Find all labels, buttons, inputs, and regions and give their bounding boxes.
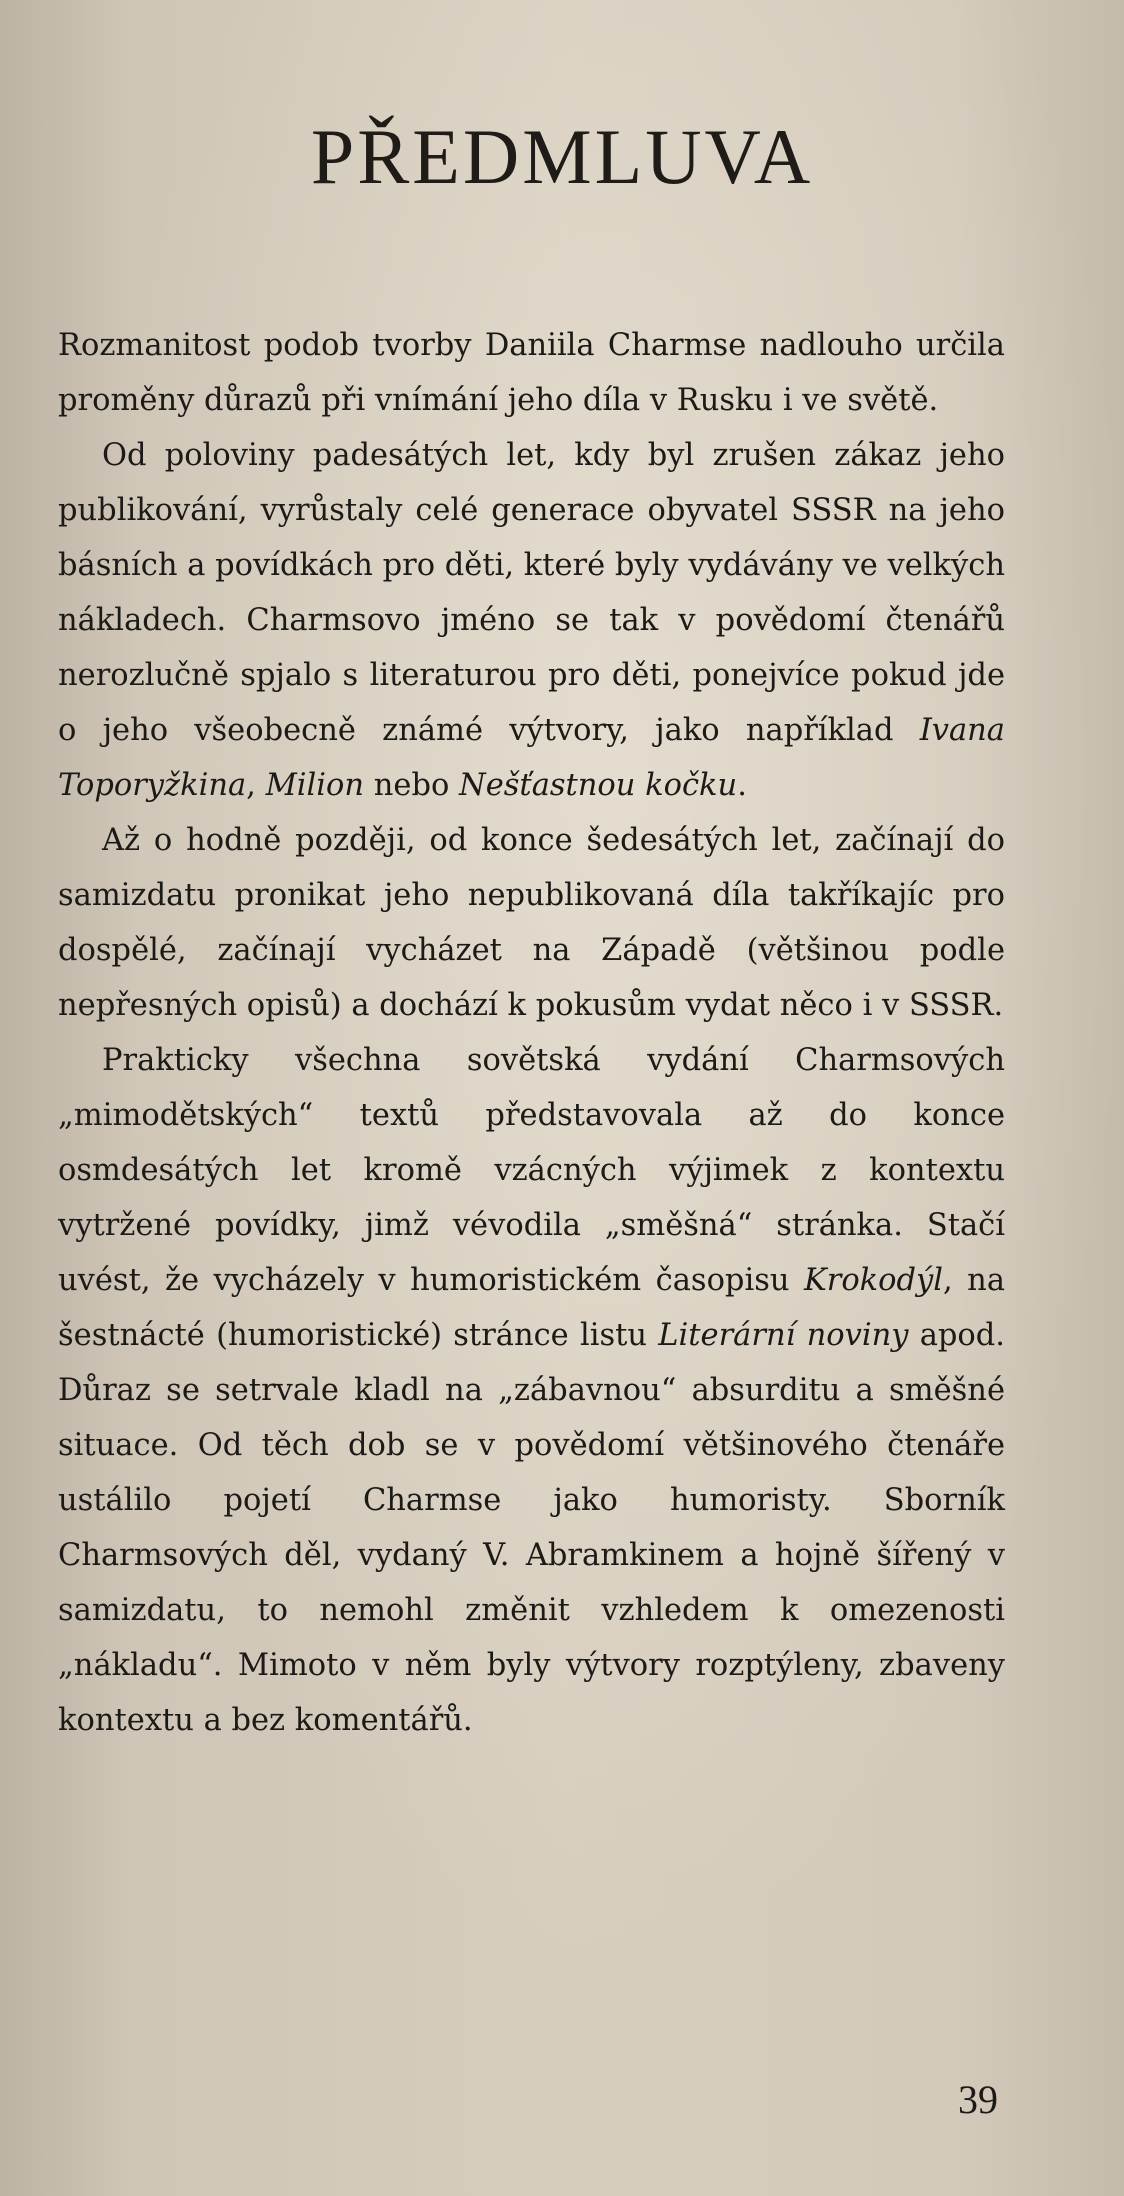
text-segment: , na šestnácté (humoristické) stránce listu	[58, 1263, 1006, 1353]
paragraph-4	[58, 1033, 1005, 1748]
italic-title-literarni-noviny: Literární noviny	[658, 1318, 909, 1353]
chapter-title: PŘEDMLUVA	[310, 113, 814, 200]
paragraph-2	[58, 428, 1005, 813]
paragraph-1	[58, 318, 1005, 428]
paragraph-3	[58, 813, 1005, 1033]
text-segment: .	[737, 768, 747, 803]
page-number: 39	[958, 2077, 998, 2122]
text-segment: apod. Důraz se setrvale kladl na „zábavnou“ absurditu a směšné situace. Od těch dob se v povědomí většinového čtenáře ustálilo pojetí Charmse jako humoristy. Sborník Charmsových děl, vydaný V. Abramkinem a hojně šířený v samizdatu, to nemohl změnit vzhledem k omezenosti „nákladu“. Mimoto v něm byly výtvory rozptýleny, zbaveny kontextu a bez komentářů.	[58, 1318, 1005, 1738]
text-segment: Až o hodně později, od konce šedesátých let, začínají do samizdatu pronikat jeho nepublikovaná díla takříkajíc pro dospělé, začínají vycházet na Západě (většinou podle nepřesných opisů) a dochází k pokusům vydat něco i v SSSR.	[58, 823, 1005, 1023]
body-text	[58, 318, 1005, 1748]
text-segment: Od poloviny padesátých let, kdy byl zrušen zákaz jeho publikování, vyrůstaly celé generace obyvatel SSSR na jeho básních a povídkách pro děti, které byly vydávány ve velkých nákladech. Charmsovo jméno se tak v povědomí čtenářů nerozlučně spjalo s literaturou pro děti, ponejvíce pokud jde o jeho všeobecně známé výtvory, jako například	[58, 438, 1005, 748]
text-segment: nebo	[364, 768, 460, 803]
italic-title-kocka: Nešťastnou kočku	[459, 768, 738, 803]
text-segment: Prakticky všechna sovětská vydání Charmsových „mimodětských“ textů představovala až do konce osmdesátých let kromě vzácných výjimek z kontextu vytržené povídky, jimž vévodila „směšná“ stránka. Stačí uvést, že vycházely v humoristickém časopisu	[58, 1043, 1005, 1298]
italic-title-krokodyl: Krokodýl	[803, 1263, 944, 1298]
text-segment: ,	[246, 768, 266, 803]
text-segment: Rozmanitost podob tvorby Daniila Charmse nadlouho určila proměny důrazů při vnímání jeho díla v Rusku i ve světě.	[58, 328, 1005, 418]
italic-title-milion: Milion	[265, 768, 365, 803]
italic-title-toporyzkin: Ivana Toporyžkina	[58, 713, 1005, 803]
